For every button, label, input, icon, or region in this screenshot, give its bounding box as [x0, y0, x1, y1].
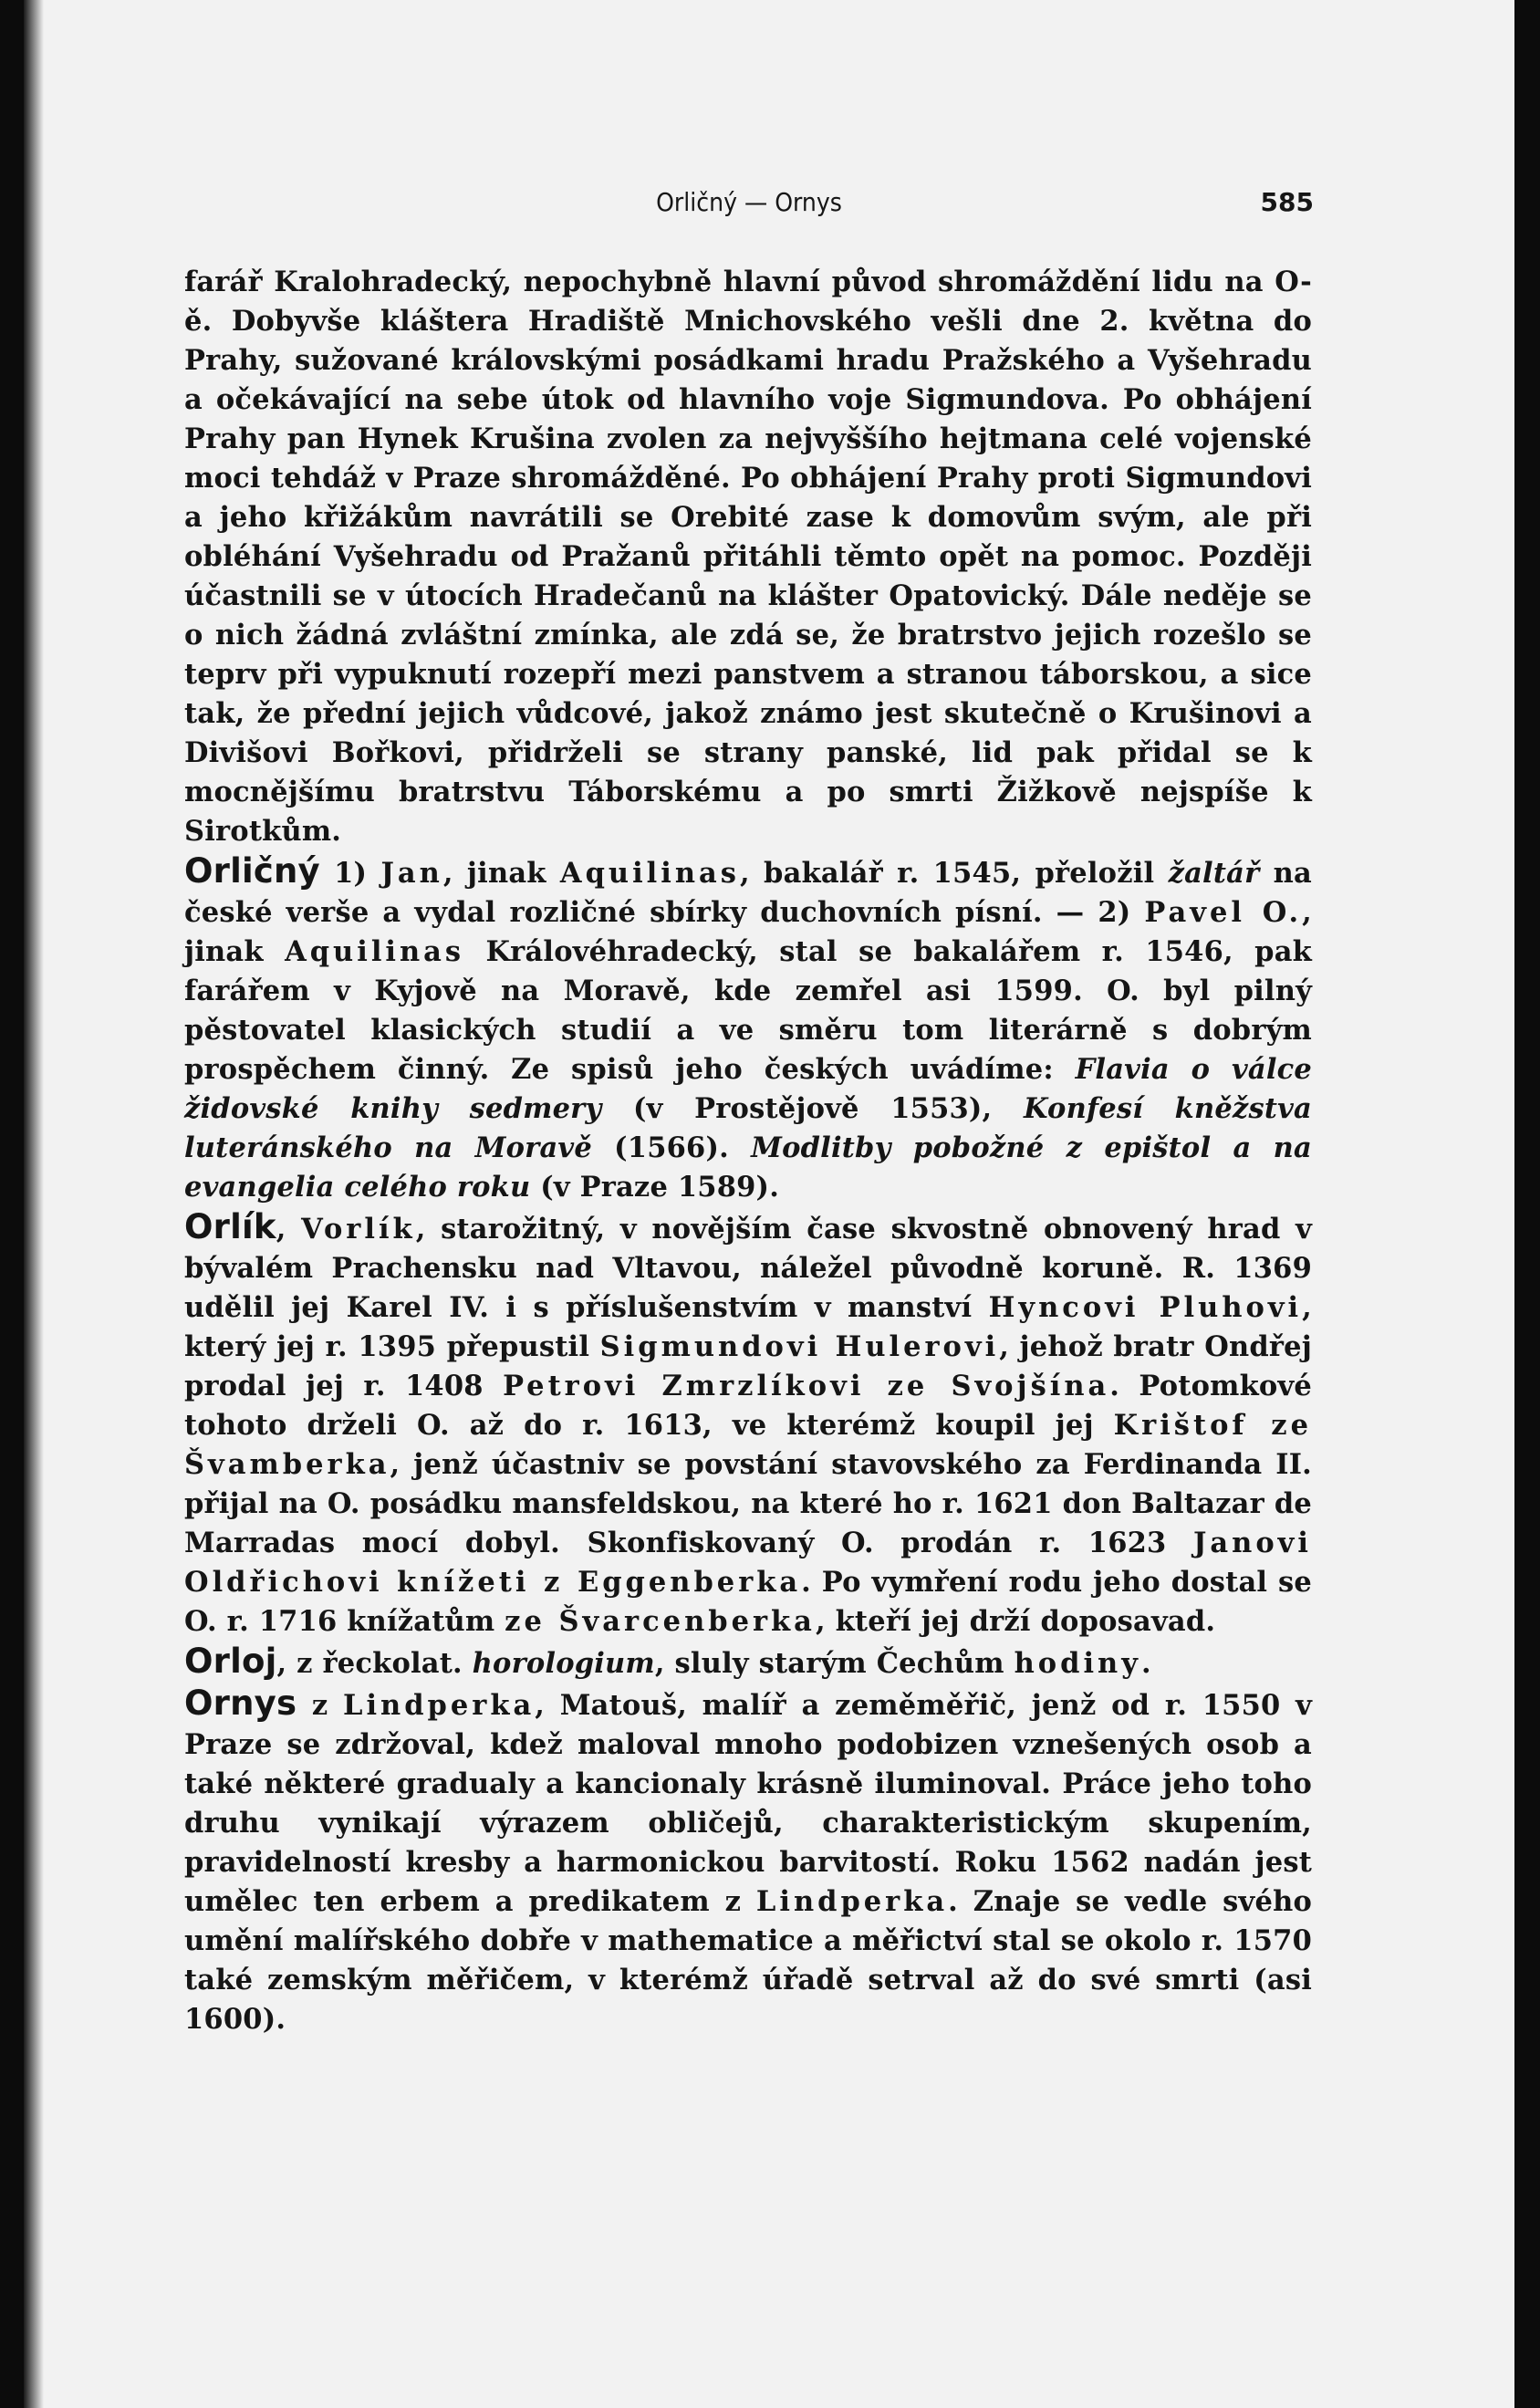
spaced-name: Vorlík: [301, 1213, 416, 1246]
spaced-name: Janovi Oldřichovi knížeti z Eggenberka: [184, 1527, 1312, 1599]
text-body: [184, 263, 1312, 2039]
spaced-name: Aquilinas: [559, 857, 740, 890]
entry-orlik: Orlík, Vorlík, starožitný, v novějším čase skvostně obnovený hrad v bývalém Prachensku nad Vltavou, náležel původně koruně. R. 1369 udělil jej Karel IV. i s příslušenstvím v manství Hyncovi Pluhovi, který jej r. 1395 přepustil Sigmundovi Hulerovi, jehož bratr Ondřej prodal jej r. 1408 Petrovi Zmrzlíkovi ze Svojšína. Potomkové tohoto drželi O. až do r. 1613, ve kterémž koupil jej Krištof ze Švamberka, jenž účastniv se povstání stavovského za Ferdinanda II. přijal na O. posádku mansfeldskou, na které ho r. 1621 don Baltazar de Marradas mocí dobyl. Skonfiskovaný O. prodán r. 1623 Janovi Oldřichovi knížeti z Eggenberka. Po vymření rodu jeho dostal se O. r. 1716 knížatům ze Švarcenberka, kteří jej drží doposavad.: [184, 1207, 1312, 1638]
work-title: žaltář: [1168, 857, 1260, 890]
headword-ornys: Ornys: [184, 1684, 297, 1723]
spaced-name: Pavel O.: [1144, 896, 1303, 929]
spaced-name: Jan: [380, 857, 443, 890]
entry-orlicny: Orličný 1) Jan, jinak Aquilinas, bakalář r. 1545, přeložil žaltář na české verše a vydal rozličné sbírky duchovních písní. — 2) Pavel O., jinak Aquilinas Královéhradecký, stal se bakalářem r. 1546, pak farářem v Kyjově na Moravě, kde zemřel asi 1599. O. byl pilný pěstovatel klasických studií a ve směru tom literárně s dobrým prospěchem činný. Ze spisů jeho českých uvádíme: Flavia o válce židovské knihy sedmery (v Prostějově 1553), Konfesí kněžstva luteránského na Moravě (1566). Modlitby pobožné z epištol a na evangelia celého roku (v Praze 1589).: [184, 851, 1312, 1204]
spaced-name: Aquilinas: [285, 935, 465, 968]
spaced-name: Lindperka: [343, 1689, 536, 1722]
work-title: Modlitby pobožné z epištol a na evangelia celého roku: [184, 1131, 1312, 1204]
page-number: 585: [1260, 187, 1314, 217]
spaced-name: Lindperka: [755, 1885, 949, 1918]
spaced-name: Hyncovi Pluhovi: [988, 1291, 1303, 1324]
page-left-shadow: [24, 0, 44, 2408]
continuation-paragraph: farář Kralohradecký, nepochybně hlavní původ shromáždění lidu na O-ě. Dobyvše kláštera Hradiště Mnichovského vešli dne 2. května do Prahy, sužované královskými posádkami hradu Pražského a Vyšehradu a očekávající na sebe útok od hlavního voje Sigmundova. Po obhájení Prahy pan Hynek Krušina zvolen za nejvyššího hejtmana celé vojenské moci tehdáž v Praze shromážděné. Po obhájení Prahy proti Sigmundovi a jeho křižákům navrátili se Orebité zase k domovům svým, ale při obléhání Vyšehradu od Pražanů přitáhli těmto opět na pomoc. Později účastnili se v útocích Hradečanů na klášter Opatovický. Dále neděje se o nich žádná zvláštní zmínka, ale zdá se, že bratrstvo jejich rozešlo se teprv při vypuknutí rozepří mezi panstvem a stranou táborskou, a sice tak, že přední jejich vůdcové, jakož známo jest skutečně o Krušinovi a Divišovi Bořkovi, přidrželi se strany panské, lid pak přidal se k mocnějšímu bratrstvu Táborskému a po smrti Žižkově nejspíše k Sirotkům.: [184, 266, 1312, 848]
work-title: Konfesí kněžstva luteránského na Moravě: [184, 1092, 1312, 1164]
headword-orlicny: Orličný: [184, 851, 320, 891]
spaced-name: ze Švarcenberka: [505, 1605, 816, 1638]
spaced-name: Krištof ze Švamberka: [184, 1409, 1312, 1481]
entry-orloj: Orloj, z řeckolat. horologium, sluly starým Čechům hodiny.: [184, 1642, 1151, 1681]
work-title: Flavia o válce židovské knihy sedmery: [184, 1053, 1312, 1125]
spaced-name: hodiny: [1014, 1647, 1141, 1680]
headword-orloj: Orloj: [184, 1642, 277, 1681]
book-page: [24, 0, 1514, 2408]
latin-term: horologium: [472, 1647, 655, 1680]
spaced-name: Sigmundovi Hulerovi: [599, 1330, 1000, 1363]
page-header: [184, 187, 1314, 224]
entry-ornys: Ornys z Lindperka, Matouš, malíř a zeměměřič, jenž od r. 1550 v Praze se zdržoval, kdež maloval mnoho podobizen vznešených osob a také některé gradualy a kancionaly krásně iluminoval. Práce jeho toho druhu vynikají výrazem obličejů, charakteristickým skupením, pravidelností kresby a harmonickou barvitostí. Roku 1562 nadán jest umělec ten erbem a predikatem z Lindperka. Znaje se vedle svého umění malířského dobře v mathematice a měřictví stal se okolo r. 1570 také zemským měřičem, v kterémž úřadě setrval až do své smrti (asi 1600).: [184, 1684, 1312, 2036]
running-head: Orličný — Ornys: [656, 187, 842, 217]
headword-orlik: Orlík: [184, 1207, 276, 1246]
spaced-name: Petrovi Zmrzlíkovi ze Svojšína: [503, 1370, 1110, 1402]
